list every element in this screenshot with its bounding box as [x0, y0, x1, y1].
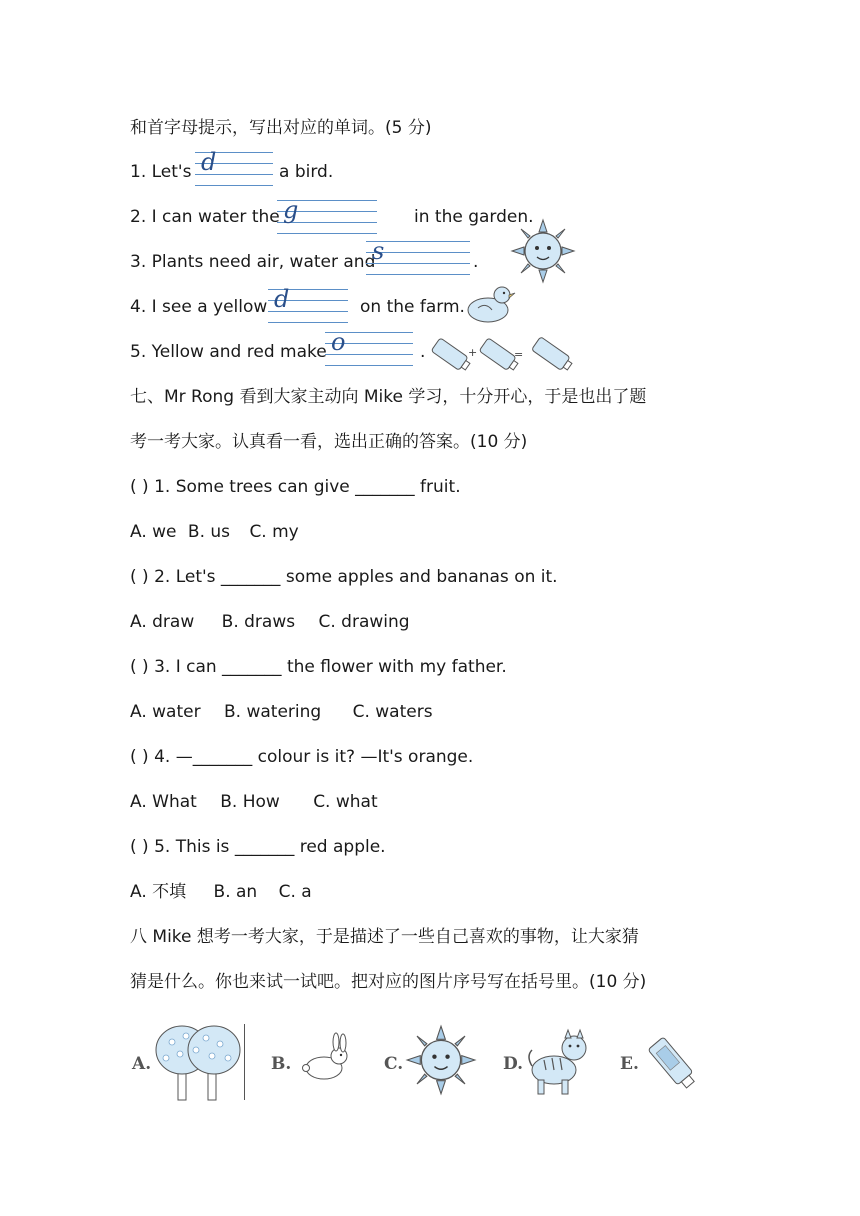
sun-icon: [405, 1024, 477, 1096]
section7-heading-line2: 考一考大家。认真看一看，选出正确的答案。(10 分): [130, 432, 528, 452]
picture-d-label: D.: [503, 1054, 524, 1074]
q4-option-b[interactable]: B. How: [220, 792, 280, 812]
rabbit-icon: [294, 1034, 354, 1086]
item5-before: 5. Yellow and red make: [130, 342, 327, 362]
sun-icon: [510, 218, 576, 284]
q2-option-c[interactable]: C. drawing: [318, 612, 410, 632]
q5-option-c[interactable]: C. a: [278, 882, 312, 902]
item1-hint-letter: d: [201, 148, 217, 176]
picture-c-label: C.: [384, 1054, 404, 1074]
q1-stem: ( ) 1. Some trees can give _______ fruit.: [130, 477, 461, 497]
item1-after: a bird.: [279, 162, 334, 182]
picture-divider: [244, 1024, 245, 1100]
item4-answer-lines[interactable]: [268, 285, 348, 325]
item3-hint-letter: s: [372, 237, 385, 265]
q4-options: [130, 791, 378, 813]
item4-after: on the farm.: [360, 297, 465, 317]
picture-a-label: A.: [132, 1054, 152, 1074]
q3-option-c[interactable]: C. waters: [352, 702, 433, 722]
q4-stem: ( ) 4. —_______ colour is it? —It's orange.: [130, 747, 474, 767]
item4-hint-letter: d: [274, 285, 290, 313]
q4-option-a[interactable]: A. What: [130, 792, 197, 812]
q5-option-a[interactable]: A. 不填: [130, 882, 187, 902]
paint-tube-icon: [642, 1026, 704, 1102]
q2-option-b[interactable]: B. draws: [221, 612, 296, 632]
q3-option-a[interactable]: A. water: [130, 702, 201, 722]
item2-answer-lines[interactable]: [277, 196, 377, 236]
q3-option-b[interactable]: B. watering: [223, 702, 322, 722]
q5-option-b[interactable]: B. an: [213, 882, 258, 902]
tiger-icon: [524, 1026, 598, 1096]
q3-options: [130, 701, 433, 723]
paint-tubes-equation-icon: [428, 330, 574, 378]
picture-b-label: B.: [271, 1054, 292, 1074]
q4-option-c[interactable]: C. what: [313, 792, 378, 812]
item5-answer-lines[interactable]: [325, 328, 413, 368]
item3-after: .: [473, 252, 479, 272]
q5-options: [130, 881, 312, 903]
section8-heading-line2: 猜是什么。你也来试一试吧。把对应的图片序号写在括号里。(10 分): [130, 972, 647, 992]
item5-hint-letter: o: [331, 328, 346, 356]
q1-option-c[interactable]: C. my: [249, 522, 299, 542]
q1-options: [130, 521, 299, 543]
svg-text:=: =: [514, 348, 524, 361]
q1-option-b[interactable]: B. us: [187, 522, 231, 542]
q3-stem: ( ) 3. I can _______ the flower with my father.: [130, 657, 507, 677]
apple-tree-icon: [152, 1022, 242, 1102]
item3-answer-lines[interactable]: [366, 237, 470, 277]
item2-hint-letter: g: [283, 196, 299, 224]
q2-stem: ( ) 2. Let's _______ some apples and bananas on it.: [130, 567, 558, 587]
section7-heading-line1: 七、Mr Rong 看到大家主动向 Mike 学习，十分开心，于是也出了题: [130, 387, 647, 407]
q2-options: [130, 611, 410, 633]
q1-option-a[interactable]: A. we: [130, 522, 177, 542]
item2-before: 2. I can water the: [130, 207, 280, 227]
item5-after: .: [420, 342, 426, 362]
q2-option-a[interactable]: A. draw: [130, 612, 195, 632]
duck-icon: [458, 280, 516, 328]
item1-before: 1. Let's: [130, 162, 192, 182]
q5-stem: ( ) 5. This is _______ red apple.: [130, 837, 386, 857]
item4-before: 4. I see a yellow: [130, 297, 268, 317]
item3-before: 3. Plants need air, water and: [130, 252, 376, 272]
picture-e-label: E.: [620, 1054, 639, 1074]
section6-instruction: 和首字母提示，写出对应的单词。(5 分): [130, 118, 432, 138]
item1-answer-lines[interactable]: [195, 148, 273, 188]
section8-heading-line1: 八 Mike 想考一考大家，于是描述了一些自己喜欢的事物，让大家猜: [130, 927, 639, 947]
item2-after: in the garden.: [414, 207, 534, 227]
svg-text:+: +: [468, 346, 478, 359]
